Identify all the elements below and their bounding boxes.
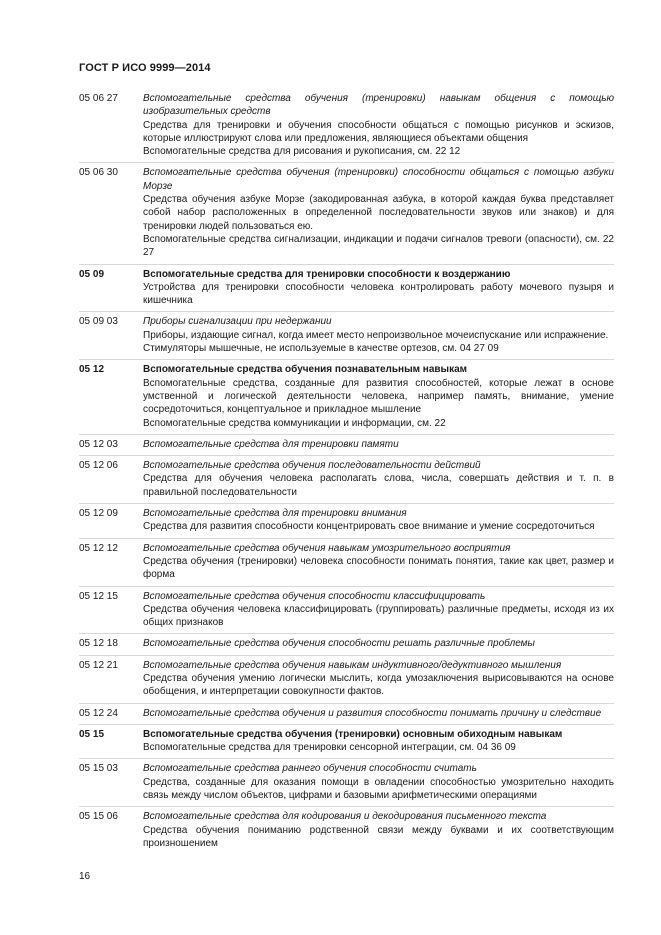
entry-body: [143, 315, 614, 355]
entry: [79, 538, 614, 582]
entry-title: Вспомогательные средства обучения навыкам индуктивного/дедуктивного мышления: [143, 659, 562, 671]
entry: [79, 655, 614, 699]
entry-description: Приборы, издающие сигнал, когда имеет место непроизвольное мочеиспускание или испражнение.: [143, 329, 609, 341]
entry-description: Средства обучения пониманию родственной связи между буквами и их соответствующим произношением: [143, 824, 614, 849]
entry: [79, 311, 614, 355]
entry-body: [143, 728, 614, 755]
entry-title: Вспомогательные средства обучения последовательности действий: [143, 460, 481, 472]
entry-body: [143, 637, 614, 650]
entry-title: Вспомогательные средства для кодирования и декодирования письменного текста: [143, 811, 547, 823]
entry-description: Средства, созданные для оказания помощи в овладении способностью умозрительно находить связь между числом объектов, цифрами и базовыми арифметическими операциями: [143, 776, 614, 802]
entry-title: Вспомогательные средства обучения способности решать различные проблемы: [143, 638, 535, 650]
entry: [79, 806, 614, 850]
entry: [79, 92, 614, 158]
entry-title: Вспомогательные средства обучения (тренировки) способности общаться с помощью азбуки Морзе: [143, 167, 614, 192]
entry: [79, 359, 614, 429]
entry-body: [143, 542, 614, 582]
entry-code: 05 09 03: [79, 316, 118, 328]
entry-code: 05 12 15: [79, 590, 118, 602]
page-number: 16: [79, 871, 91, 882]
entry-description: Вспомогательные средства сигнализации, индикации и подачи сигналов тревоги (опасности), см. 22 27: [143, 233, 614, 259]
entry-body: [143, 590, 614, 630]
entry-code: 05 12 18: [79, 638, 118, 650]
entry-description: Средства для тренировки и обучения способности общаться с помощью рисунков и эскизов, которые иллюстрируют слова или предложения, являющиеся объектами общения: [143, 119, 614, 144]
entry: [79, 264, 614, 308]
entry-body: [143, 707, 614, 720]
entry-code: 05 09: [79, 268, 105, 280]
entry-code: 05 12 06: [79, 460, 118, 472]
entry-body: [143, 268, 614, 308]
entry-code: 05 15 06: [79, 811, 118, 823]
entry-description: Средства обучения (тренировки) человека способности понимать понятия, такие как цвет, размер и форма: [143, 555, 614, 581]
entry-title: Приборы сигнализации при недержании: [143, 316, 332, 328]
entry-body: [143, 92, 614, 158]
entry-code: 05 12 03: [79, 438, 118, 450]
entry-body: [143, 507, 614, 534]
entry-code: 05 12 24: [79, 707, 118, 719]
entry-code: 05 15 03: [79, 763, 118, 775]
entry-code: 05 15: [79, 728, 105, 740]
entry-code: 05 06 30: [79, 167, 118, 179]
entry-title: Вспомогательные средства обучения (тренировки) навыкам общения с помощью изобразительных средств: [143, 93, 614, 118]
entry-body: [143, 459, 614, 499]
entry-code: 05 12 21: [79, 659, 118, 671]
entry-title: Вспомогательные средства обучения и развития способности понимать причину и следствие: [143, 707, 602, 719]
entry-body: [143, 810, 614, 850]
entry-description: Вспомогательные средства для тренировки сенсорной интеграции, см. 04 36 09: [143, 742, 516, 754]
entry: [79, 503, 614, 534]
entry-title: Вспомогательные средства для тренировки памяти: [143, 438, 399, 450]
entry: [79, 586, 614, 630]
entry-title: Вспомогательные средства обучения навыкам умозрительного восприятия: [143, 542, 511, 554]
entry: [79, 455, 614, 499]
entry: [79, 633, 614, 650]
entry-description: Средства обучения человека классифицировать (группировать) различные предметы, исходя из их общих признаков: [143, 603, 614, 629]
entry-title: Вспомогательные средства обучения способности классифицировать: [143, 590, 486, 602]
entry-code: 05 12 09: [79, 508, 118, 520]
entry-body: [143, 659, 614, 699]
entry: [79, 758, 614, 802]
entry: [79, 724, 614, 755]
entry-description: Средства для развития способности концентрировать свое внимание и умение сосредоточиться: [143, 521, 595, 533]
entry-code: 05 12: [79, 364, 105, 376]
entry-code: 05 12 12: [79, 542, 118, 554]
entry: [79, 162, 614, 259]
entry-title: Вспомогательные средства обучения познавательным навыкам: [143, 364, 468, 376]
document-header: ГОСТ Р ИСО 9999—2014: [79, 62, 211, 74]
entry-description: Стимуляторы мышечные, не используемые в качестве ортезов, см. 04 27 09: [143, 343, 499, 355]
entry-description: Средства обучения умению логически мыслить, когда умозаключения вырисовываются на основе обобщения, и интерпретации совокупности фактов.: [143, 672, 614, 698]
entry-body: [143, 438, 614, 451]
entry-title: Вспомогательные средства обучения (тренировки) основным обиходным навыкам: [143, 728, 563, 740]
entry-description: Вспомогательные средства коммуникации и информации, см. 22: [143, 417, 446, 429]
classification-entries: [79, 92, 614, 854]
entry-title: Вспомогательные средства для тренировки внимания: [143, 508, 407, 520]
entry-description: Вспомогательные средства, созданные для развития способностей, которые лежат в основе умственной и логической деятельности человека, например память, внимание, умение сосредоточиться, концептуальное и прикладное мышление: [143, 377, 614, 416]
entry-description: Средства обучения азбуке Морзе (закодированная азбука, в которой каждая буква представляет собой набор расположенных в определенной последовательности звуков или знаков) и для тренировки людей пользоваться ею.: [143, 194, 614, 232]
entry-description: Вспомогательные средства для рисования и рукописания, см. 22 12: [143, 146, 461, 158]
entry: [79, 703, 614, 720]
entry-body: [143, 166, 614, 259]
entry-description: Средства для обучения человека располагать слова, числа, совершать действия и т. п. в правильной последовательности: [143, 473, 614, 498]
entry-title: Вспомогательные средства для тренировки способности к воздержанию: [143, 268, 511, 280]
entry-title: Вспомогательные средства раннего обучения способности считать: [143, 763, 477, 775]
entry-body: [143, 762, 614, 802]
entry: [79, 434, 614, 451]
entry-description: Устройства для тренировки способности человека контролировать работу мочевого пузыря и кишечника: [143, 281, 614, 307]
entry-body: [143, 363, 614, 429]
entry-code: 05 06 27: [79, 93, 118, 104]
